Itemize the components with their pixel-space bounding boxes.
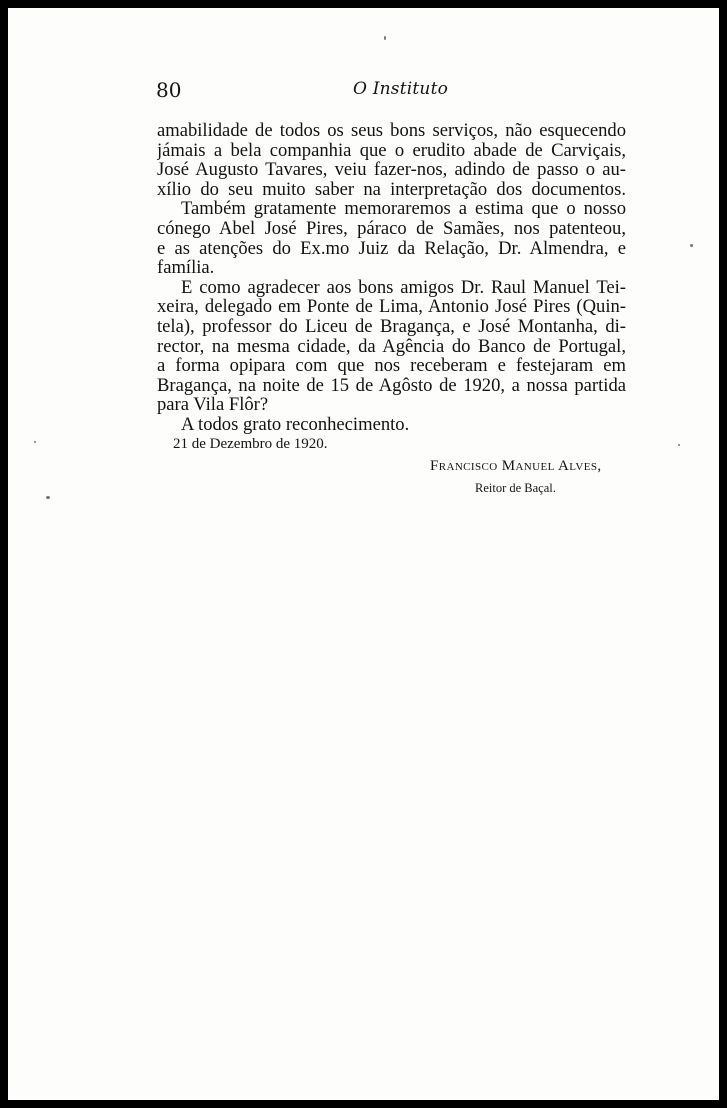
page-header <box>8 78 719 108</box>
text-line: Bragança, na noite de 15 de Agôsto de 1920, a nossa partida <box>157 375 626 396</box>
text-line: e as atenções do Ex.mo Juiz da Relação, Dr. Almendra, e <box>157 238 626 259</box>
text-line: rector, na mesma cidade, da Agência do Banco de Portugal, <box>157 336 626 357</box>
paper-speck <box>678 444 680 446</box>
paper-speck <box>384 36 386 40</box>
text-line: José Augusto Tavares, veiu fazer-nos, adindo de passo o au- <box>157 160 626 180</box>
closing-date: 21 de Dezembro de 1920. <box>173 436 328 452</box>
paper-speck <box>46 496 50 499</box>
text-line: A todos grato reconhecimento. <box>181 414 410 435</box>
text-line: amabilidade de todos os seus bons serviços, não esquecendo <box>157 121 626 141</box>
body-text <box>157 121 626 435</box>
text-line: cónego Abel José Pires, páraco de Samães, nos patenteou, <box>157 218 626 239</box>
page-number: 80 <box>156 78 182 102</box>
text-line: a forma opipara com que nos receberam e festejaram em <box>157 356 626 376</box>
paper-speck <box>690 244 693 247</box>
signature-name: Francisco Manuel Alves, <box>430 458 602 474</box>
paper-speck <box>34 441 36 443</box>
running-title: O Instituto <box>353 79 449 99</box>
text-line: tela), professor do Liceu de Bragança, e José Montanha, di- <box>157 316 626 337</box>
signature-title: Reitor de Baçal. <box>475 481 556 495</box>
text-line: jámais a bela companhia que o erudito abade de Carviçais, <box>157 140 626 161</box>
text-line: Também gratamente memoraremos a estima que o nosso <box>181 199 626 219</box>
text-line: E como agradecer aos bons amigos Dr. Raul Manuel Tei- <box>181 277 626 298</box>
text-line: para Vila Flôr? <box>157 395 269 415</box>
text-line: xeira, delegado em Ponte de Lima, Antonio José Pires (Quin- <box>157 297 626 317</box>
text-line: xílio do seu muito saber na interpretação dos documentos. <box>157 179 626 200</box>
document-page <box>8 8 719 1100</box>
text-line: família. <box>157 258 215 278</box>
